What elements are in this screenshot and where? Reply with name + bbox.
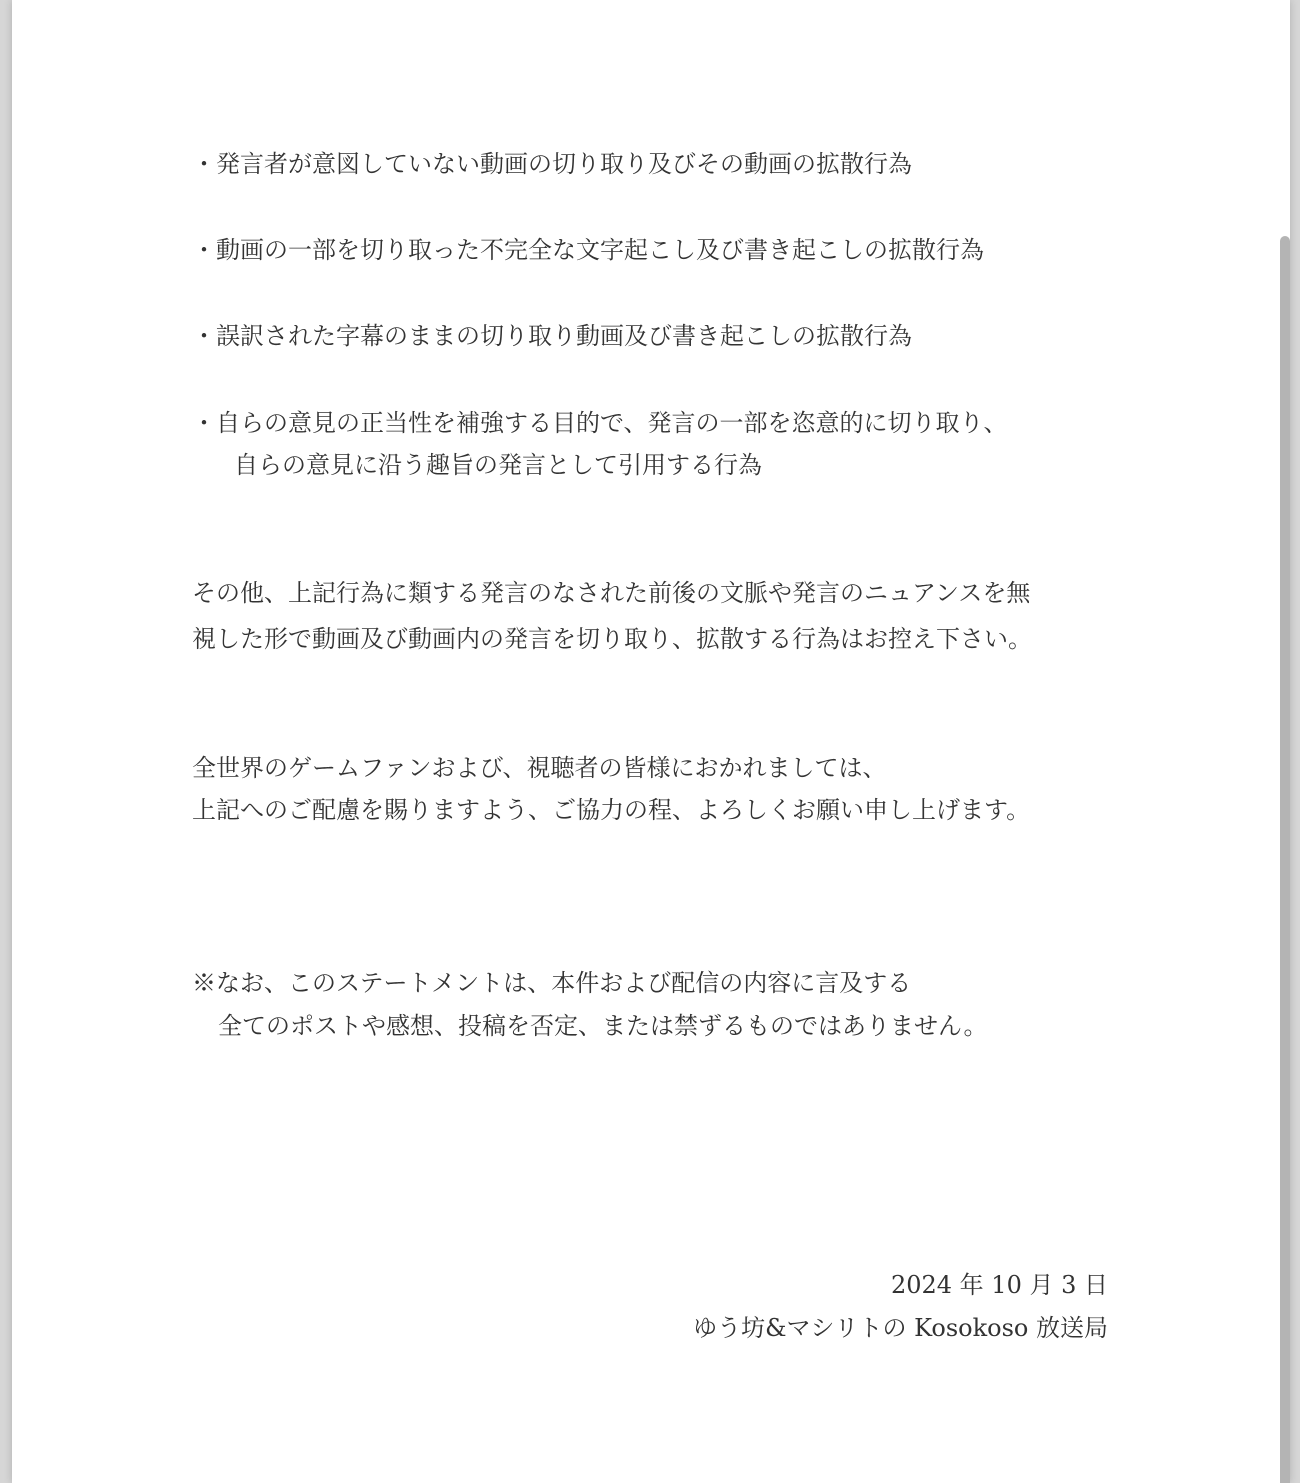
- document-signature: ゆう坊&マシリトの Kosokoso 放送局: [693, 1314, 1108, 1342]
- vertical-scrollbar[interactable]: [1280, 236, 1290, 1483]
- paragraph-request-line-1: 全世界のゲームファンおよび、視聴者の皆様におかれましては、: [192, 754, 887, 782]
- bullet-item-1: ・発言者が意図していない動画の切り取り及びその動画の拡散行為: [192, 150, 912, 178]
- bullet-item-4-line-2: 自らの意見に沿う趣旨の発言として引用する行為: [234, 451, 762, 479]
- paragraph-request-line-2: 上記へのご配慮を賜りますよう、ご協力の程、よろしくお願い申し上げます。: [192, 796, 1031, 824]
- note-line-2: 全てのポストや感想、投稿を否定、または禁ずるものではありません。: [218, 1012, 988, 1040]
- bullet-item-2: ・動画の一部を切り取った不完全な文字起こし及び書き起こしの拡散行為: [192, 236, 984, 264]
- document-date: 2024 年 10 月 3 日: [890, 1271, 1108, 1299]
- document-page: [12, 0, 1290, 1483]
- paragraph-other-line-1: その他、上記行為に類する発言のなされた前後の文脈や発言のニュアンスを無: [192, 579, 1031, 607]
- note-line-1: ※なお、このステートメントは、本件および配信の内容に言及する: [192, 969, 912, 997]
- bullet-item-3: ・誤訳された字幕のままの切り取り動画及び書き起こしの拡散行為: [192, 322, 912, 350]
- paragraph-other-line-2: 視した形で動画及び動画内の発言を切り取り、拡散する行為はお控え下さい。: [192, 625, 1032, 653]
- bullet-item-4-line-1: ・自らの意見の正当性を補強する目的で、発言の一部を恣意的に切り取り、: [192, 409, 1008, 437]
